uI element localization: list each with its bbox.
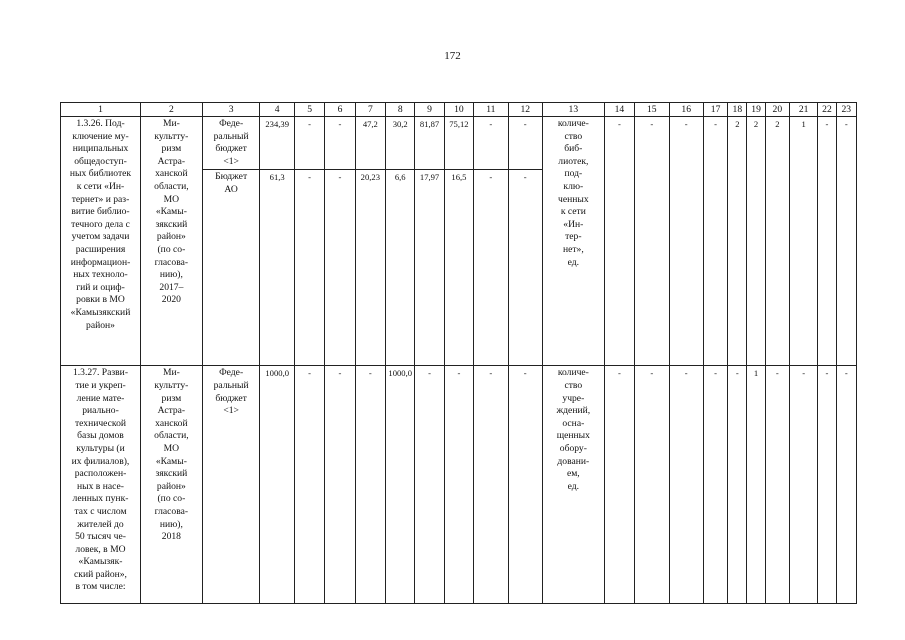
activity-text-line: тах с числом	[74, 505, 127, 517]
activity-text-line: витие библио-	[71, 206, 130, 218]
funding-value-cell: -	[444, 366, 473, 604]
activity-text-line: базы домов	[77, 430, 124, 442]
funding-value-cell: 234,39	[260, 117, 294, 170]
activity-text-line: расположен-	[74, 468, 127, 480]
executor-text-line: МО	[163, 193, 180, 205]
funding-value-cell: -	[474, 366, 508, 604]
column-header: 8	[386, 103, 415, 117]
indicator-value-cell: -	[765, 366, 789, 604]
funding-text-line: Бюджет	[215, 171, 248, 183]
column-header: 11	[474, 103, 508, 117]
indicator-text-line: нет»,	[562, 243, 584, 255]
indicator-text-line: щенных	[556, 430, 590, 442]
column-header: 23	[836, 103, 856, 117]
indicator-text-line: ждений,	[556, 405, 591, 417]
funding-text-line: Феде-	[219, 367, 244, 379]
executor-text-line: 2017–	[159, 281, 184, 293]
indicator-value-cell: -	[789, 366, 817, 604]
funding-value-cell: -	[294, 170, 324, 366]
indicator-value-cell: 2	[747, 117, 765, 366]
activity-cell	[61, 366, 141, 604]
table-row	[61, 366, 857, 604]
funding-text-line: АО	[224, 183, 238, 195]
executor-text-line: области,	[154, 180, 189, 192]
activity-text-line: тернет» и раз-	[71, 193, 130, 205]
executor-text-line: (по со-	[157, 243, 186, 255]
executor-text-line: зякский	[155, 468, 188, 480]
indicator-text-line: ство	[564, 379, 583, 391]
funding-source-cell	[202, 117, 260, 170]
column-header: 2	[141, 103, 203, 117]
funding-value-cell: 75,12	[444, 117, 473, 170]
column-header: 21	[789, 103, 817, 117]
funding-source-cell	[202, 170, 260, 366]
executor-text-line: 2020	[161, 294, 181, 306]
executor-text-line: зякский	[155, 218, 188, 230]
funding-value-cell: -	[508, 366, 542, 604]
executor-text-line: гласова-	[154, 505, 189, 517]
indicator-value-cell: -	[703, 117, 727, 366]
indicator-text-line: ство	[564, 130, 583, 142]
indicator-value-cell: -	[818, 366, 836, 604]
executor-text-line: гласова-	[154, 256, 189, 268]
indicator-cell	[542, 117, 604, 366]
column-header: 6	[325, 103, 355, 117]
executor-cell	[141, 366, 203, 604]
funding-text-line: Феде-	[219, 118, 244, 129]
activity-text-line: ных техноло-	[73, 269, 128, 281]
funding-value-cell: 61,3	[260, 170, 294, 366]
activity-text-line: в том числе:	[75, 581, 126, 593]
indicator-value-cell: -	[635, 366, 669, 604]
funding-text-line: ральный	[213, 130, 249, 142]
indicator-text-line: клю-	[563, 180, 584, 192]
indicator-value-cell: -	[604, 117, 634, 366]
activity-text-line: ниципальных	[72, 143, 129, 155]
activity-text-line: расширения	[75, 243, 126, 255]
indicator-value-cell: -	[669, 366, 703, 604]
executor-text-line: Ми-	[162, 367, 180, 379]
funding-value-cell: -	[294, 366, 324, 604]
header-row	[61, 103, 857, 117]
activity-text-line: течного дела с	[71, 218, 130, 230]
executor-text-line: Астра-	[157, 405, 186, 417]
indicator-text-line: ед.	[567, 480, 580, 492]
program-table	[60, 102, 857, 604]
indicator-text-line: ченных	[558, 193, 589, 205]
executor-text-line: район»	[156, 231, 186, 243]
executor-text-line: район»	[156, 480, 186, 492]
column-header: 3	[202, 103, 260, 117]
indicator-value-cell: 1	[789, 117, 817, 366]
column-header: 20	[765, 103, 789, 117]
activity-text-line: ловек, в МО	[75, 543, 126, 555]
indicator-text-line: к сети	[560, 206, 586, 218]
activity-text-line: культуры (и	[76, 442, 125, 454]
column-header: 22	[818, 103, 836, 117]
indicator-value-cell: -	[728, 366, 747, 604]
activity-text-line: ных библиотек	[69, 168, 132, 180]
column-header: 19	[747, 103, 765, 117]
executor-text-line: ризм	[161, 392, 182, 404]
executor-text-line: «Камы-	[155, 455, 187, 467]
activity-text-line: ровки в МО	[76, 294, 125, 306]
indicator-text-line: количе-	[557, 367, 589, 379]
indicator-text-line: под-	[564, 168, 583, 180]
column-header: 18	[728, 103, 747, 117]
funding-value-cell: 47,2	[355, 117, 385, 170]
activity-text-line: «Камызякский	[70, 306, 131, 318]
column-header: 7	[355, 103, 385, 117]
activity-text-line: ленных пунк-	[72, 493, 129, 505]
funding-value-cell: 16,5	[444, 170, 473, 366]
executor-text-line: ханской	[155, 168, 188, 180]
indicator-text-line: тер-	[565, 231, 582, 243]
funding-value-cell: -	[325, 366, 355, 604]
funding-value-cell: 81,87	[415, 117, 444, 170]
indicator-value-cell: -	[604, 366, 634, 604]
activity-text-line: ключение му-	[72, 130, 129, 142]
activity-text-line: ский район»,	[74, 568, 127, 580]
executor-text-line: культту-	[154, 379, 189, 391]
page-number: 172	[444, 50, 461, 62]
activity-text-line: ление мате-	[76, 392, 125, 404]
indicator-text-line: ем,	[566, 468, 580, 480]
activity-text-line: район»	[86, 319, 115, 331]
indicator-cell	[542, 366, 604, 604]
activity-text-line: риально-	[82, 405, 119, 417]
funding-text-line: бюджет	[215, 143, 247, 155]
funding-value-cell: 1000,0	[386, 366, 415, 604]
executor-text-line: Астра-	[157, 155, 186, 167]
column-header: 4	[260, 103, 294, 117]
activity-text-line: ных в насе-	[77, 480, 124, 492]
funding-value-cell: -	[474, 117, 508, 170]
funding-value-cell: -	[325, 117, 355, 170]
indicator-text-line: ед.	[567, 256, 580, 268]
indicator-text-line: «Ин-	[563, 218, 584, 230]
funding-text-line: <1>	[223, 155, 239, 167]
funding-value-cell: -	[508, 117, 542, 170]
indicator-value-cell: -	[669, 117, 703, 366]
column-header: 16	[669, 103, 703, 117]
column-header: 5	[294, 103, 324, 117]
indicator-text-line: обору-	[559, 442, 587, 454]
executor-text-line: нию),	[159, 518, 183, 530]
activity-text-line: их филиалов),	[71, 455, 130, 467]
activity-text-line: 1.3.27. Разви-	[72, 367, 129, 379]
indicator-value-cell: 2	[765, 117, 789, 366]
executor-cell	[141, 117, 203, 366]
column-header: 1	[61, 103, 141, 117]
activity-text-line: учетом задачи	[71, 231, 130, 243]
funding-value-cell: -	[508, 170, 542, 366]
column-header: 12	[508, 103, 542, 117]
executor-text-line: нию),	[159, 269, 183, 281]
executor-text-line: ризм	[161, 143, 182, 155]
funding-text-line: бюджет	[215, 392, 247, 404]
executor-text-line: культту-	[154, 130, 189, 142]
funding-value-cell: -	[294, 117, 324, 170]
activity-text-line: к сети «Ин-	[76, 180, 125, 192]
funding-value-cell: 6,6	[386, 170, 415, 366]
funding-source-cell	[202, 366, 260, 604]
table-row	[61, 117, 857, 170]
indicator-value-cell: 1	[747, 366, 765, 604]
funding-value-cell: -	[325, 170, 355, 366]
column-header: 13	[542, 103, 604, 117]
activity-text-line: гий и оциф-	[76, 281, 125, 293]
executor-text-line: МО	[163, 442, 180, 454]
indicator-value-cell: -	[703, 366, 727, 604]
executor-text-line: области,	[154, 430, 189, 442]
indicator-text-line: довани-	[557, 455, 590, 467]
indicator-value-cell: -	[836, 117, 856, 366]
indicator-text-line: осна-	[562, 417, 585, 429]
activity-text-line: 1.3.26. Под-	[76, 118, 125, 129]
column-header: 14	[604, 103, 634, 117]
executor-text-line: ханской	[155, 417, 188, 429]
executor-text-line: (по со-	[157, 493, 186, 505]
indicator-value-cell: 2	[728, 117, 747, 366]
activity-cell	[61, 117, 141, 366]
executor-text-line: 2018	[161, 531, 181, 543]
activity-text-line: общедоступ-	[74, 155, 127, 167]
indicator-text-line: лиотек,	[558, 155, 589, 167]
funding-text-line: ральный	[213, 379, 249, 391]
indicator-text-line: учре-	[562, 392, 585, 404]
column-header: 10	[444, 103, 473, 117]
activity-text-line: 50 тысяч че-	[75, 531, 126, 543]
activity-text-line: жителей до	[77, 518, 124, 530]
column-header: 15	[635, 103, 669, 117]
activity-text-line: информацион-	[70, 256, 131, 268]
column-header: 9	[415, 103, 444, 117]
funding-text-line: <1>	[223, 405, 239, 417]
funding-value-cell: -	[474, 170, 508, 366]
funding-value-cell: 30,2	[386, 117, 415, 170]
funding-value-cell: 1000,0	[260, 366, 294, 604]
indicator-value-cell: -	[818, 117, 836, 366]
executor-text-line: Ми-	[162, 118, 180, 129]
funding-value-cell: -	[415, 366, 444, 604]
activity-text-line: «Камызяк-	[78, 556, 123, 568]
indicator-text-line: количе-	[557, 118, 589, 129]
indicator-value-cell: -	[635, 117, 669, 366]
indicator-value-cell: -	[836, 366, 856, 604]
activity-text-line: технической	[74, 417, 127, 429]
indicator-text-line: биб-	[564, 143, 583, 155]
funding-value-cell: -	[355, 366, 385, 604]
funding-value-cell: 20,23	[355, 170, 385, 366]
column-header: 17	[703, 103, 727, 117]
executor-text-line: «Камы-	[155, 206, 187, 218]
funding-value-cell: 17,97	[415, 170, 444, 366]
activity-text-line: тие и укреп-	[75, 379, 126, 391]
